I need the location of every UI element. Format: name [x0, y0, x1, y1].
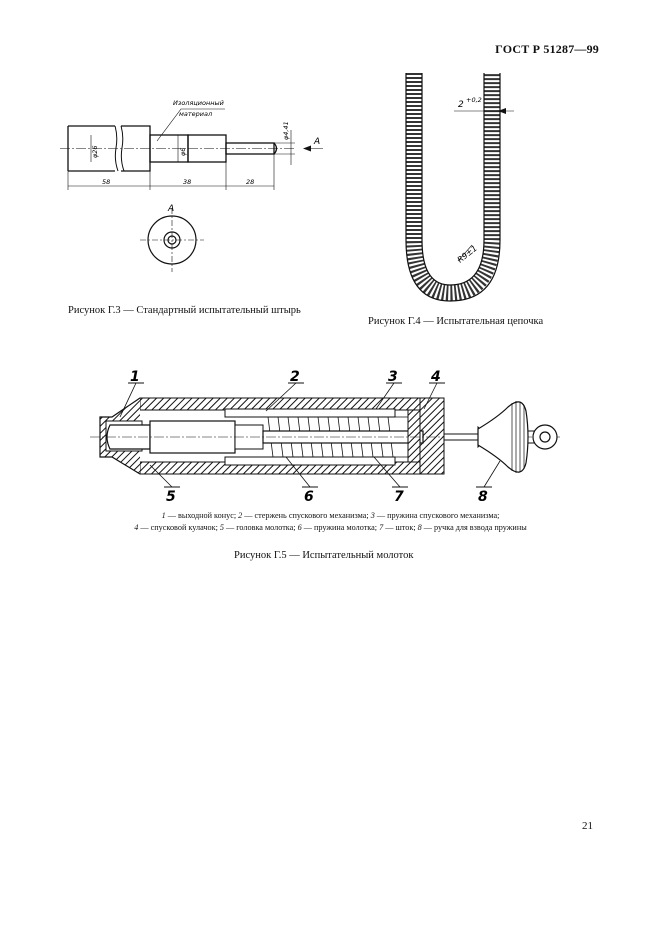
g5-callout-8: 8 [478, 489, 488, 505]
g3-insulating-label-1: Изоляционный [173, 99, 224, 107]
g3-insulating-label-2: материал [179, 110, 213, 118]
legend-item-3: 3 — пружина спускового механизма; [370, 511, 500, 520]
figure-g5-caption: Рисунок Г.5 — Испытательный молоток [234, 550, 414, 561]
g3-view-arrow-label: A [314, 137, 321, 147]
g4-radius-dim: R9±1 [455, 243, 479, 265]
legend-item-2: 2 — стержень спускового механизма; [238, 511, 371, 520]
g5-callout-3: 3 [388, 369, 398, 385]
g5-callout-1: 1 [130, 369, 140, 385]
legend-item-6: 6 — пружина молотка; [297, 523, 380, 532]
legend-item-1: 1 — выходной конус; [161, 511, 239, 520]
g5-callout-7: 7 [394, 489, 404, 505]
figure-g4-test-chain-drawing [390, 65, 530, 310]
figure-g5-test-hammer-drawing [90, 365, 570, 510]
g3-diameter-6: φ6 [179, 147, 187, 156]
page-number: 21 [582, 820, 593, 832]
g3-dim-58: 58 [102, 178, 111, 186]
g5-callout-6: 6 [304, 489, 314, 505]
legend-item-4: 4 — спусковой кулачок; [134, 523, 220, 532]
g3-dim-38: 38 [183, 178, 192, 186]
legend-item-5: 5 — головка молотка; [219, 523, 298, 532]
legend-item-8: 8 — ручка для взвода пружины [417, 523, 527, 532]
g3-view-title: A [168, 204, 175, 214]
g3-dim-28: 28 [246, 178, 255, 186]
legend-item-7: 7 — шток; [379, 523, 418, 532]
figure-g3-test-pin-drawing [55, 90, 345, 280]
document-header: ГОСТ Р 51287—99 [495, 42, 599, 56]
g5-callout-2: 2 [290, 369, 300, 385]
figure-g5-legend-line-1 [60, 510, 601, 522]
figure-g3-caption: Рисунок Г.3 — Стандартный испытательный штырь [68, 305, 301, 316]
g4-gap-dim: 2 [458, 100, 464, 110]
g4-gap-tolerance: +0,2 [466, 96, 482, 104]
g3-diameter-26: φ26 [91, 145, 99, 158]
figure-g5-legend-line-2 [60, 522, 601, 534]
g5-callout-5: 5 [166, 489, 176, 505]
g5-callout-4: 4 [431, 369, 441, 385]
figure-g4-caption: Рисунок Г.4 — Испытательная цепочка [368, 316, 544, 327]
g3-diameter-tip: φ4,41 [282, 121, 290, 140]
